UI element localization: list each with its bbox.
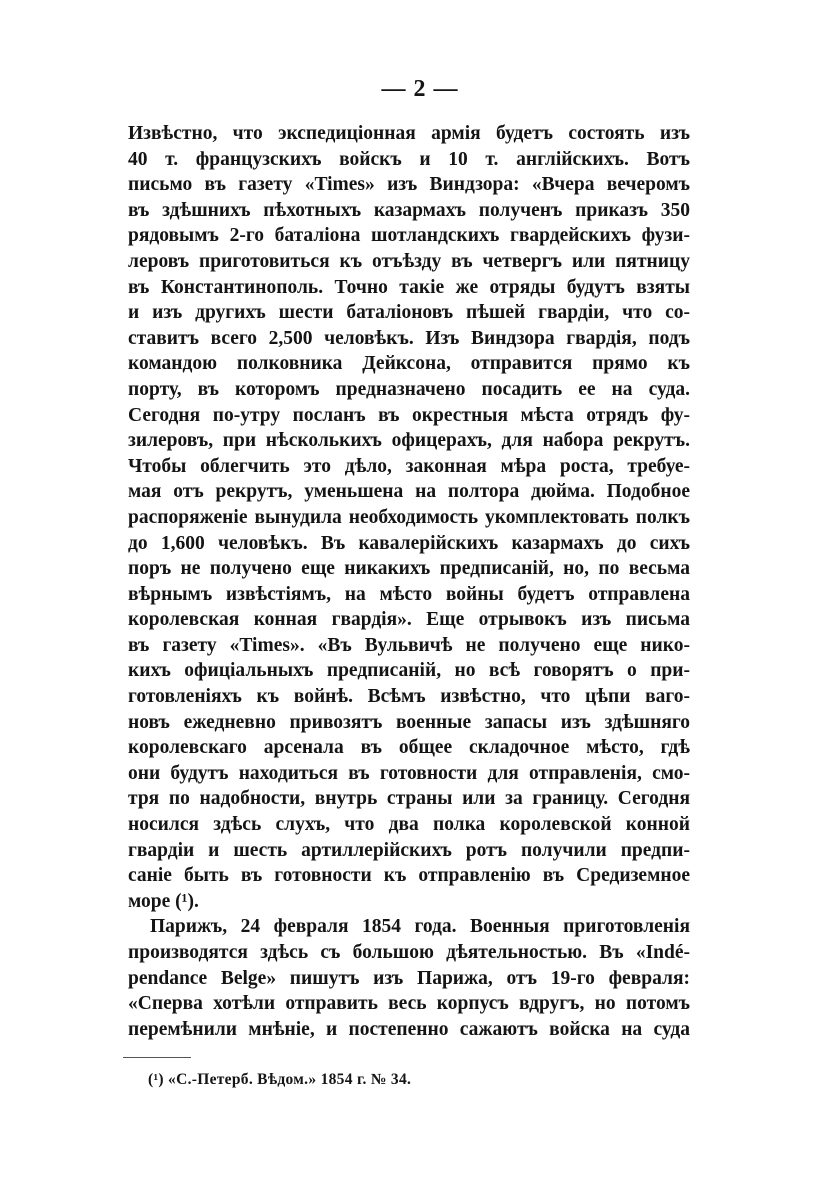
text-line: въ Константинополь. Точно такіе же отряды будутъ взяты [128, 276, 690, 298]
text-line: производятся здѣсь съ большою дѣятельностью. Въ «Indé- [128, 942, 690, 963]
text-line: и изъ другихъ шести баталіоновъ пѣшей гвардіи, что со- [128, 302, 690, 324]
text-line: готовленіяхъ къ войнѣ. Всѣмъ извѣстно, что цѣпи ваго- [128, 686, 690, 708]
text-line: Чтобы облегчить это дѣло, законная мѣра роста, требуе- [128, 455, 690, 477]
text-line: поръ не получено еще никакихъ предписаній, но, по весьма [128, 558, 690, 580]
text-line: 40 т. французскихъ войскъ и 10 т. англійскихъ. Вотъ [128, 148, 690, 170]
text-line: распоряженіе вынудила необходимость укомплектовать полкъ [128, 506, 690, 528]
text-line: pendance Belge» пишутъ изъ Парижа, отъ 19-го февраля: [128, 967, 690, 989]
text-line: вѣрнымъ извѣстіямъ, на мѣсто войны будетъ отправлена [128, 583, 690, 605]
text-line: въ газету «Times». «Въ Вульвичѣ не получено еще нико- [128, 634, 690, 656]
text-line: кихъ офиціальныхъ предписаній, но всѣ говорятъ о при- [128, 660, 690, 682]
text-line: тря по надобности, внутрь страны или за границу. Сегодня [128, 788, 690, 810]
text-line: «Сперва хотѣли отправить весь корпусъ вдругъ, но потомъ [128, 993, 690, 1015]
text-line: до 1,600 человѣкъ. Въ кавалерійскихъ казармахъ до сихъ [128, 532, 690, 554]
text-line: въ здѣшнихъ пѣхотныхъ казармахъ полученъ приказъ 350 [128, 199, 690, 221]
page-number: — 2 — [381, 76, 459, 102]
text-line: Сегодня по-утру посланъ въ окрестныя мѣста отрядъ фу- [128, 404, 690, 426]
footnote: (¹) «С.-Петерб. Вѣдом.» 1854 г. № 34. [148, 1071, 412, 1088]
text-line: саніе быть въ готовности къ отправленію въ Средиземное [128, 865, 690, 887]
text-line: королевскаго арсенала въ общее складочное мѣсто, гдѣ [128, 737, 690, 759]
text-line: они будутъ находиться въ готовности для отправленія, смо- [128, 762, 690, 784]
text-line: гвардіи и шесть артиллерійскихъ ротъ получили предпи- [128, 839, 690, 861]
text-line: перемѣнили мнѣніе, и постепенно сажаютъ войска на суда [128, 1018, 690, 1040]
text-line: Извѣстно, что экспедиціонная армія будетъ состоять изъ [128, 123, 690, 144]
text-line: порту, въ которомъ предназначено посадить ее на суда. [128, 378, 690, 400]
text-line: рядовымъ 2-го баталіона шотландскихъ гвардейскихъ фузи- [128, 225, 690, 247]
text-line: новъ ежедневно привозятъ военные запасы изъ здѣшняго [128, 711, 690, 733]
text-line: носился здѣсь слухъ, что два полка королевской конной [128, 814, 690, 836]
text-line: командою полковника Дейксона, отправится прямо къ [128, 353, 690, 375]
footnote-divider [123, 1057, 191, 1058]
body-text [128, 121, 690, 1042]
text-line: Парижъ, 24 февраля 1854 года. Военныя приготовленія [150, 916, 690, 938]
text-line: зилеровъ, при нѣсколькихъ офицерахъ, для набора рекрутъ. [128, 430, 690, 452]
text-line: леровъ приготовиться къ отъѣзду въ четвергъ или пятницу [128, 250, 690, 272]
text-line: море (¹). [128, 890, 199, 912]
text-line: ставитъ всего 2,500 человѣкъ. Изъ Виндзора гвардія, подъ [128, 327, 690, 349]
text-line: королевская конная гвардія». Еще отрывокъ изъ письма [128, 609, 690, 631]
text-line: письмо въ газету «Times» изъ Виндзора: «Вчера вечеромъ [128, 174, 690, 196]
text-line: мая отъ рекрутъ, уменьшена на полтора дюйма. Подобное [128, 481, 690, 503]
